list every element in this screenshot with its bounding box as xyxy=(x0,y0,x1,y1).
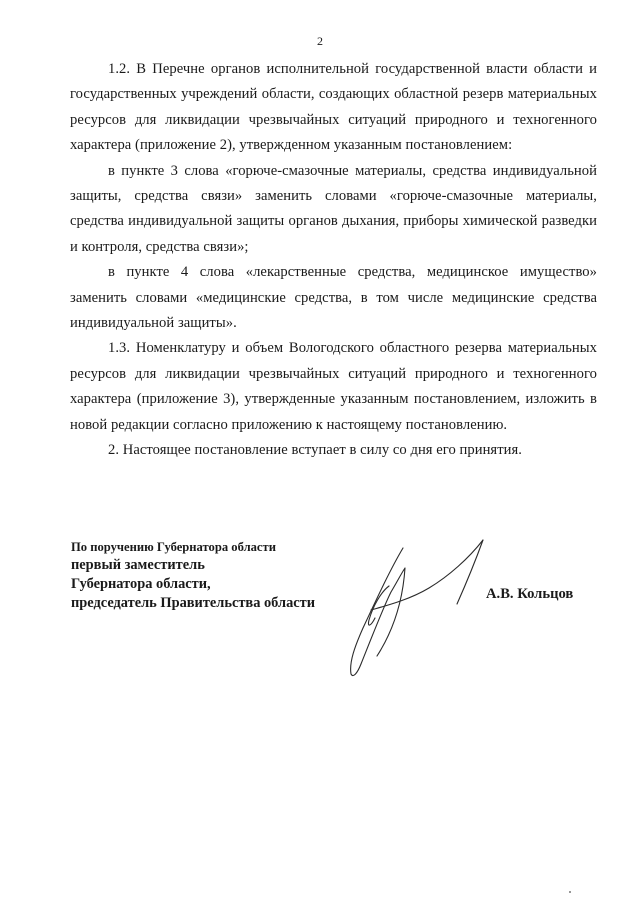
handwritten-signature xyxy=(325,528,505,688)
document-body xyxy=(70,57,597,464)
paragraph-item-3: в пункте 3 слова «горюче-смазочные материалы, средства индивидуальной защиты, средства связи» заменить словами «горюче-смазочные материалы, средства индивидуальной защиты органов дыхания, приборы химической разведки и контроля, средства связи»; xyxy=(70,162,597,255)
position-line-3: председатель Правительства области xyxy=(71,595,316,611)
on-behalf-line: По поручению Губернатора области xyxy=(71,540,276,554)
paragraph-2: 2. Настоящее постановление вступает в силу со дня его принятия. xyxy=(108,442,522,459)
paragraph-item-4: в пункте 4 слова «лекарственные средства, медицинское имущество» заменить словами «медицинские средства, в том числе медицинские средства индивидуальной защиты». xyxy=(70,264,597,332)
paragraph-1-3: 1.3. Номенклатуру и объем Вологодского областного резерва материальных ресурсов для ликвидации чрезвычайных ситуаций природного и техногенного характера (приложение 3), утвержденные указанным постановлением, изложить в новой редакции согласно приложению к настоящему постановлению. xyxy=(70,340,597,433)
scan-speck xyxy=(569,891,571,893)
position-line-1: первый заместитель xyxy=(71,557,205,573)
signatory-name: А.В. Кольцов xyxy=(486,586,574,602)
paragraph-1-2: 1.2. В Перечне органов исполнительной государственной власти области и государственных учреждений области, создающих областной резерв материальных ресурсов для ликвидации чрезвычайных ситуаций природного и техногенного характера (приложение 2), утвержденном указанным постановлением: xyxy=(70,61,597,154)
signature-stroke-tail xyxy=(457,540,483,604)
page-number: 2 xyxy=(317,34,323,48)
position-line-2: Губернатора области, xyxy=(71,576,211,592)
signature-stroke-main xyxy=(351,548,405,676)
